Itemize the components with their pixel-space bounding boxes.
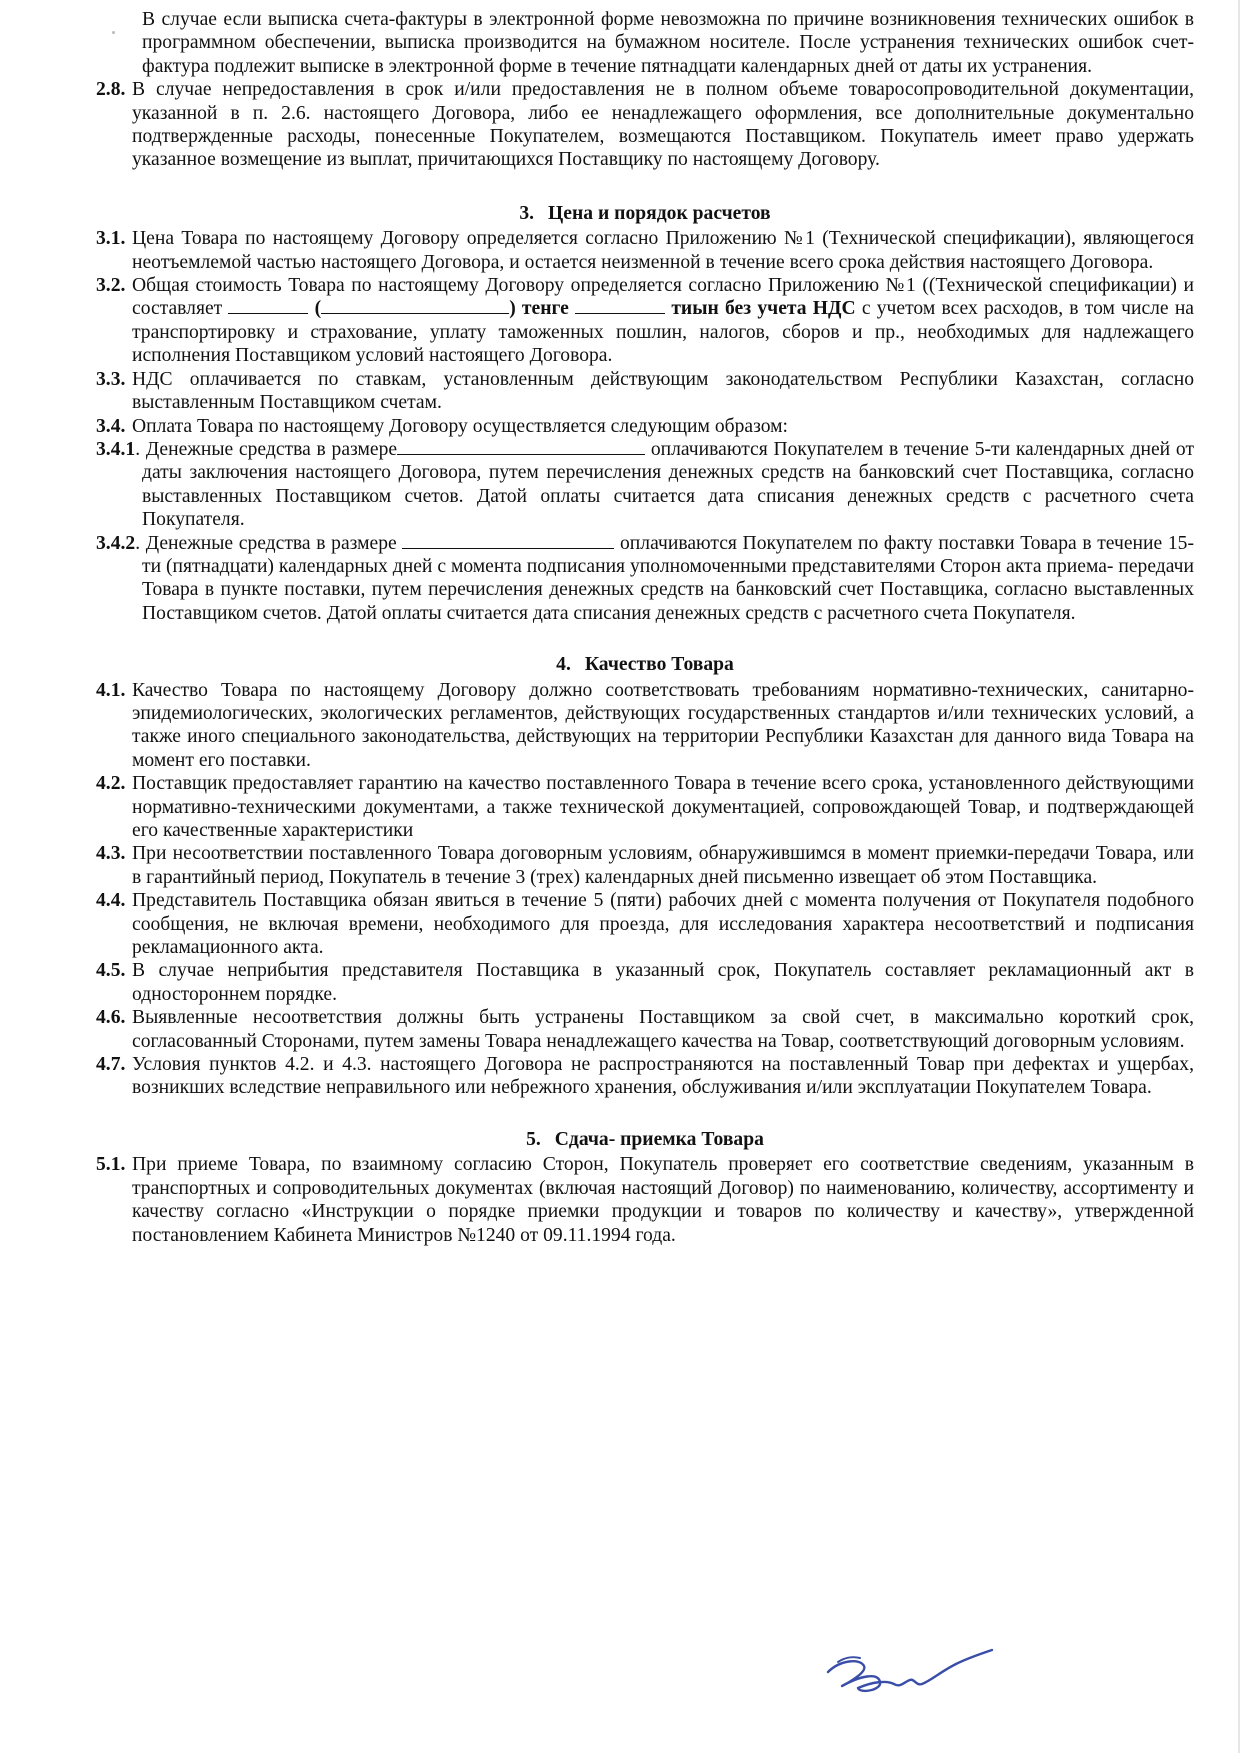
clause-text: При приеме Товара, по взаимному согласию Сторон, Покупатель проверяет его соответствие сведениям, указанным в транспортных и сопроводительных документах (включая настоящий Договор) по наименованию, количеству, ассортименту и качеству согласно «Инструкции о порядке приемки продукции и товаров по количеству и качеству», утвержденной постановлением Кабинета Министров №1240 от 09.11.1994 года. bbox=[132, 1154, 1194, 1246]
clause-4-5 bbox=[96, 959, 1194, 1006]
clause-text: Качество Товара по настоящему Договору должно соответствовать требованиям нормативно-технических, санитарно-эпидемиологических, экологических регламентов, действующих государственных стандартов и/или технических условий, а также иного специального законодательства, действующих на территории Республики Казахстан для данного вида Товара на момент его поставки. bbox=[132, 679, 1194, 771]
amount-blank bbox=[228, 299, 308, 314]
clause-number: 3.4.1 bbox=[96, 438, 136, 460]
clause-number: 4.1. bbox=[96, 679, 126, 701]
clause-text bbox=[96, 438, 1195, 532]
clause-3-4-1 bbox=[96, 438, 1194, 532]
clause-4-3 bbox=[96, 842, 1194, 889]
clause-text-start: . Денежные средства в размере bbox=[135, 438, 398, 460]
clause-text: Выявленные несоответствия должны быть устранены Поставщиком за свой счет, в максимально короткий срок, согласованный Сторонами, путем замены Товара ненадлежащего качества на Товар, соответствующий договорным условиям. bbox=[132, 1007, 1194, 1052]
clause-text: При несоответствии поставленного Товара договорным условиям, обнаружившимся в момент приемки-передачи Товара, или в гарантийный период, Покупатель в течение 3 (трех) календарных дней письменно извещает об этом Поставщика. bbox=[132, 843, 1194, 888]
section-title: Сдача- приемка Товара bbox=[554, 1128, 764, 1150]
section-4-heading bbox=[96, 653, 1194, 676]
clause-4-1 bbox=[96, 679, 1194, 773]
clause-number: 4.2. bbox=[96, 773, 126, 795]
clause-text: Оплата Товара по настоящему Договору осуществляется следующим образом: bbox=[132, 415, 788, 437]
clause-number: 4.6. bbox=[96, 1007, 126, 1029]
clause-5-1 bbox=[96, 1153, 1194, 1247]
clause-text bbox=[132, 274, 1194, 368]
paragraph-invoice-note: В случае если выписка счета-фактуры в электронной форме невозможна по причине возникновения технических ошибок в программном обеспечении, выписка производится на бумажном носителе. После устранения технических ошибок счет-фактура подлежит выписке в электронной форме в течение пятнадцати календарных дней от даты их устранения. bbox=[142, 9, 1194, 77]
tiyn-no-vat-label: тиын без учета НДС bbox=[671, 298, 856, 320]
clause-4-4 bbox=[96, 889, 1194, 959]
section-number: 4. bbox=[556, 654, 571, 676]
clause-4-7 bbox=[96, 1053, 1194, 1100]
clause-text: Цена Товара по настоящему Договору определяется согласно Приложению №1 (Технической спецификации), являющегося неотъемлемой частью настоящего Договора, и остается неизменной в течение всего срока действия настоящего Договора. bbox=[132, 228, 1194, 273]
clause-number: 4.7. bbox=[96, 1054, 126, 1076]
section-title: Цена и порядок расчетов bbox=[548, 202, 771, 224]
clause-4-6 bbox=[96, 1006, 1194, 1053]
contract-body bbox=[96, 8, 1194, 1247]
clause-text-start: Общая стоимость Товара по настоящему Договору определяется согласно Приложению №1 ((Технической спецификации) и составляет bbox=[132, 275, 1194, 320]
amount-words-blank bbox=[321, 299, 509, 314]
section-5-heading bbox=[96, 1128, 1194, 1151]
section-number: 3. bbox=[519, 202, 535, 224]
tiyn-blank bbox=[575, 299, 665, 314]
clause-number: 3.3. bbox=[96, 368, 126, 390]
clause-text: В случае непредоставления в срок и/или предоставления не в полном объеме товаросопроводительной документации, указанной в п. 2.6. настоящего Договора, либо ее ненадлежащего оформления, все дополнительные документально подтвержденные расходы, понесенные Покупателем, возмещаются Поставщиком. Покупатель имеет право удержать указанное возмещение из выплат, причитающихся Поставщику по настоящему Договору. bbox=[132, 79, 1194, 171]
clause-text: Представитель Поставщика обязан явиться в течение 5 (пяти) рабочих дней с момента получения от Покупателя подобного сообщения, не включая времени, необходимого для проезда, для исследования характера несоответствий и подписания рекламационного акта. bbox=[132, 890, 1194, 959]
open-paren: ( bbox=[314, 298, 322, 320]
clause-number: 4.5. bbox=[96, 960, 126, 982]
clause-number: 3.4.2 bbox=[96, 532, 136, 554]
section-title: Качество Товара bbox=[584, 654, 734, 676]
clause-text bbox=[96, 532, 1194, 626]
clause-number: 4.3. bbox=[96, 843, 126, 865]
clause-4-2 bbox=[96, 772, 1194, 842]
clause-number: 3.4. bbox=[96, 415, 126, 437]
handwritten-signature bbox=[820, 1642, 1000, 1712]
tenge-label: ) тенге bbox=[509, 298, 569, 320]
clause-number: 4.4. bbox=[96, 890, 126, 912]
clause-text-end: оплачиваются Покупателем по факту поставки Товара в течение 15-ти (пятнадцати) календарных дней с момента подписания уполномоченными представителями Сторон акта приема- передачи Товара в пункте поставки, путем перечисления денежных средств на банковский счет Поставщика, согласно выставленных Поставщиком счетов. Датой оплаты считается дата списания денежных средств с расчетного счета Покупателя. bbox=[142, 532, 1194, 624]
clause-number: 3.2. bbox=[96, 275, 126, 297]
section-number: 5. bbox=[526, 1128, 541, 1150]
clause-3-3 bbox=[96, 368, 1194, 415]
clause-3-1 bbox=[96, 227, 1194, 274]
clause-3-4 bbox=[96, 415, 1194, 438]
clause-text-end: с учетом всех расходов, в том числе на транспортировку и страхование, уплату таможенных пошлин, налогов, сборов и пр., необходимых для надлежащего исполнения Поставщиком условий настоящего Договора. bbox=[132, 298, 1195, 367]
clause-number: 2.8. bbox=[96, 79, 126, 101]
clause-number: 3.1. bbox=[96, 228, 126, 250]
clause-text-end: оплачиваются Покупателем в течение 5-ти календарных дней от даты заключения настоящего Договора, путем перечисления денежных средств на банковский счет Поставщика, согласно выставленных Поставщиком счетов. Датой оплаты считается дата списания денежных средств с расчетного счета Покупателя. bbox=[142, 438, 1195, 531]
clause-text: Поставщик предоставляет гарантию на качество поставленного Товара в течение всего срока, установленного действующими нормативно-техническими документами, а также технической документацией, сопровождающей Товар, и подтверждающей его качественные характеристики bbox=[132, 773, 1194, 841]
clause-text: В случае неприбытия представителя Поставщика в указанный срок, Покупатель составляет рекламационный акт в одностороннем порядке. bbox=[132, 960, 1194, 1005]
clause-number: 5.1. bbox=[96, 1154, 126, 1176]
clause-text: Условия пунктов 4.2. и 4.3. настоящего Договора не распространяются на поставленный Товар при дефектах и ущербах, возникших вследствие неправильного или небрежного хранения, обслуживания и/или эксплуатации Покупателем Товара. bbox=[132, 1054, 1194, 1099]
clause-text: НДС оплачивается по ставкам, установленным действующим законодательством Республики Казахстан, согласно выставленным Поставщиком счетам. bbox=[132, 368, 1194, 414]
clause-text-start: . Денежные средства в размере bbox=[135, 532, 403, 554]
clause-3-4-2 bbox=[96, 532, 1194, 626]
section-3-heading bbox=[96, 202, 1194, 225]
clause-2-8 bbox=[96, 78, 1194, 172]
clause-3-2 bbox=[96, 274, 1194, 368]
amount-blank bbox=[402, 534, 614, 549]
amount-blank bbox=[397, 440, 645, 455]
